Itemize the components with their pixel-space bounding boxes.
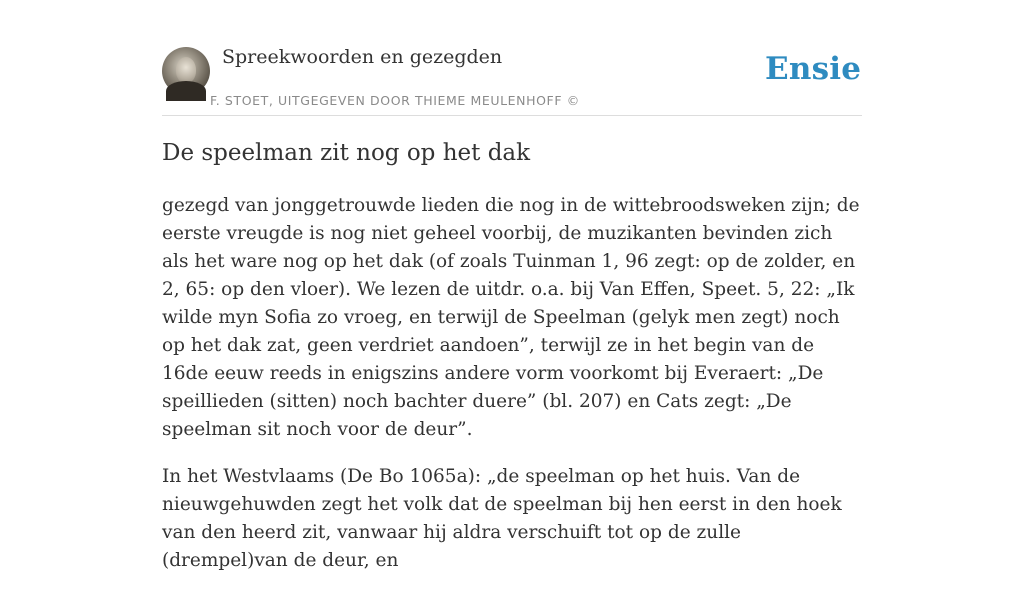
entry-title: De speelman zit nog op het dak	[162, 140, 531, 166]
entry-paragraph: In het Westvlaams (De Bo 1065a): „de speelman op het huis. Van de nieuwgehuwden zegt het volk dat de speelman bij hen eerst in den hoek van den heerd zit, vanwaar hij aldra verschuift tot op de zulle (drempel)van de deur, en	[162, 466, 842, 571]
ensie-logo[interactable]: Ensie	[765, 51, 862, 87]
avatar-coat	[166, 81, 206, 101]
avatar-face	[176, 57, 196, 83]
header-divider	[162, 115, 862, 116]
publisher-credit: F. STOET, UITGEGEVEN DOOR THIEME MEULENHOFF ©	[210, 93, 580, 108]
author-avatar[interactable]	[162, 47, 210, 95]
source-title[interactable]: Spreekwoorden en gezegden	[222, 46, 503, 68]
entry-paragraph: gezegd van jonggetrouwde lieden die nog in de wittebroodsweken zijn; de eerste vreugde is nog niet geheel voorbij, de muzikanten bevinden zich als het ware nog op het dak (of zoals Tuinman 1, 96 zegt: op de zolder, en 2, 65: op den vloer). We lezen de uitdr. o.a. bij Van Effen, Speet. 5, 22: „Ik wilde myn Sofia zo vroeg, en terwijl de Speelman (gelyk men zegt) noch op het dak zat, geen verdriet aandoen”, terwijl ze in het begin van de 16de eeuw reeds in enigszins andere vorm voorkomt bij Everaert: „De speillieden (sitten) noch bachter duere” (bl. 207) en Cats zegt: „De speelman sit noch voor de deur”.	[162, 195, 860, 440]
entry-body	[162, 192, 864, 594]
